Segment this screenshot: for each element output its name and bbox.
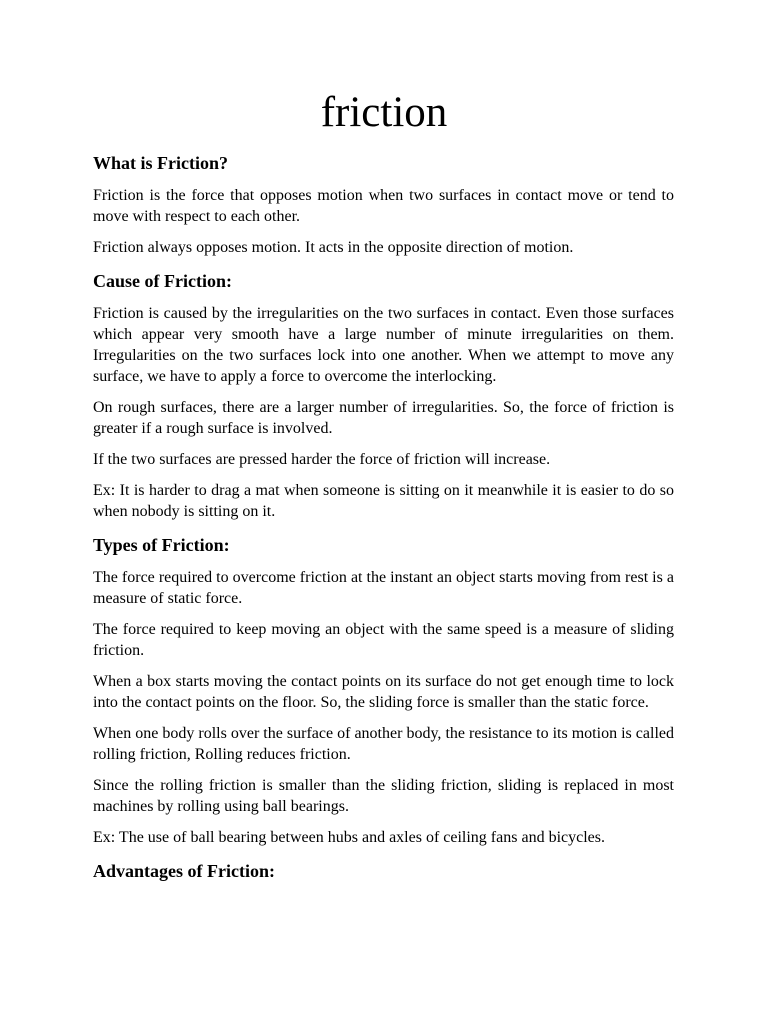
section-heading: Types of Friction: [93, 535, 230, 555]
paragraph: When a box starts moving the contact points on its surface do not get enough time to lock into the contact points on the floor. So, the sliding force is smaller than the static force. [93, 673, 674, 711]
paragraph: The force required to overcome friction at the instant an object starts moving from rest is a measure of static force. [93, 569, 674, 607]
section-what-is-friction [93, 150, 674, 258]
section-heading: Cause of Friction: [93, 271, 232, 291]
document-title: friction [320, 89, 448, 136]
section-heading: Advantages of Friction: [93, 861, 275, 881]
section-advantages-of-friction [93, 858, 674, 884]
paragraph: Ex: The use of ball bearing between hubs and axles of ceiling fans and bicycles. [93, 829, 605, 846]
section-cause-of-friction [93, 268, 674, 522]
paragraph: Ex: It is harder to drag a mat when someone is sitting on it meanwhile it is easier to do so when nobody is sitting on it. [93, 482, 674, 520]
section-heading: What is Friction? [93, 153, 228, 173]
document-body [93, 150, 674, 893]
section-types-of-friction [93, 532, 674, 848]
paragraph: On rough surfaces, there are a larger number of irregularities. So, the force of friction is greater if a rough surface is involved. [93, 399, 674, 437]
paragraph: Friction is the force that opposes motion when two surfaces in contact move or tend to move with respect to each other. [93, 187, 674, 225]
paragraph: If the two surfaces are pressed harder the force of friction will increase. [93, 451, 551, 468]
paragraph: When one body rolls over the surface of another body, the resistance to its motion is called rolling friction, Rolling reduces friction. [93, 725, 674, 763]
paragraph: Friction is caused by the irregularities on the two surfaces in contact. Even those surfaces which appear very smooth have a large number of minute irregularities on them. Irregularities on the two surfaces lock into one another. When we attempt to move any surface, we have to apply a force to overcome the interlocking. [93, 305, 674, 385]
paragraph: The force required to keep moving an object with the same speed is a measure of sliding friction. [93, 621, 674, 659]
paragraph: Friction always opposes motion. It acts in the opposite direction of motion. [93, 239, 574, 256]
paragraph: Since the rolling friction is smaller than the sliding friction, sliding is replaced in most machines by rolling using ball bearings. [93, 777, 674, 815]
